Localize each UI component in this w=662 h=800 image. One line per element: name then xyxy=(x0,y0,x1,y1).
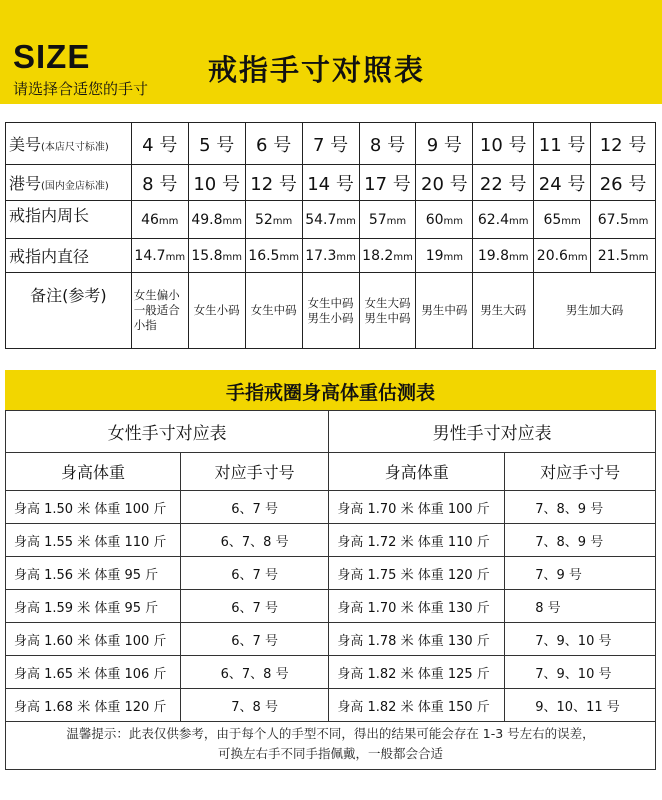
diameter-cell xyxy=(591,239,656,273)
circumference-value: 49.8 xyxy=(191,211,223,228)
hk-size-cell: 22 号 xyxy=(473,165,534,201)
diameter-value: 17.3 xyxy=(305,247,337,264)
diameter-cell xyxy=(473,239,534,273)
unit-label: mm xyxy=(165,251,186,263)
female-size: 6、7 号 xyxy=(180,623,328,656)
circumference-value: 67.5 xyxy=(597,211,629,228)
female-size: 6、7 号 xyxy=(180,491,328,524)
male-height-weight: 身高 1.78 米 体重 130 斤 xyxy=(329,623,505,656)
table-row xyxy=(6,524,656,557)
ring-size-table xyxy=(5,122,656,349)
diameter-value: 14.7 xyxy=(134,247,166,264)
diameter-value: 16.5 xyxy=(248,247,280,264)
unit-label: mm xyxy=(393,251,413,263)
circumference-value: 65 xyxy=(543,211,562,228)
female-size: 6、7、8 号 xyxy=(180,656,328,689)
hk-size-cell: 26 号 xyxy=(591,165,656,201)
male-height-weight: 身高 1.70 米 体重 130 斤 xyxy=(329,590,505,623)
diameter-cell xyxy=(359,239,416,273)
unit-label: mm xyxy=(561,215,581,227)
unit-label: mm xyxy=(336,215,356,227)
male-height-weight: 身高 1.75 米 体重 120 斤 xyxy=(329,557,505,590)
male-col-size: 对应手寸号 xyxy=(505,453,656,491)
circumference-value: 60 xyxy=(425,211,444,228)
male-size: 9、10、11 号 xyxy=(505,689,656,722)
hk-size-cell: 10 号 xyxy=(188,165,245,201)
hk-size-cell: 24 号 xyxy=(534,165,591,201)
diameter-cell xyxy=(416,239,473,273)
column-header-row xyxy=(6,453,656,491)
diameter-value: 19 xyxy=(425,247,444,264)
unit-label: mm xyxy=(272,215,293,227)
circumference-value: 46 xyxy=(141,211,159,228)
male-height-weight: 身高 1.82 米 体重 125 斤 xyxy=(329,656,505,689)
male-size: 7、9、10 号 xyxy=(505,623,656,656)
circumference-label: 戒指内周长 xyxy=(6,201,132,239)
female-height-weight: 身高 1.56 米 体重 95 斤 xyxy=(6,557,181,590)
unit-label: mm xyxy=(336,251,356,263)
us-size-label: 美号 xyxy=(9,135,42,154)
notes-row xyxy=(6,273,656,349)
footnote-line-2: 可换左右手不同手指佩戴，一般都会合适 xyxy=(217,746,443,761)
male-size: 7、8、9 号 xyxy=(505,524,656,557)
hk-size-cell: 8 号 xyxy=(131,165,188,201)
female-size: 6、7 号 xyxy=(180,557,328,590)
female-height-weight: 身高 1.60 米 体重 100 斤 xyxy=(6,623,181,656)
us-size-cell: 4 号 xyxy=(131,123,188,165)
note-cell: 女生大码男生中码 xyxy=(359,273,416,349)
us-size-cell: 8 号 xyxy=(359,123,416,165)
female-height-weight: 身高 1.50 米 体重 100 斤 xyxy=(6,491,181,524)
diameter-cell xyxy=(188,239,245,273)
circumference-row xyxy=(6,201,656,239)
us-size-label-note: (本店尺寸标准) xyxy=(41,142,109,153)
diameter-value: 21.5 xyxy=(597,247,629,264)
unit-label: mm xyxy=(222,215,242,227)
female-size: 6、7 号 xyxy=(180,590,328,623)
estimate-title-bar xyxy=(5,370,656,410)
us-size-cell: 7 号 xyxy=(302,123,359,165)
female-height-weight: 身高 1.55 米 体重 110 斤 xyxy=(6,524,181,557)
circumference-cell xyxy=(416,201,473,239)
us-size-cell: 11 号 xyxy=(534,123,591,165)
unit-label: mm xyxy=(443,215,463,227)
diameter-value: 18.2 xyxy=(362,247,394,264)
male-size: 8 号 xyxy=(505,590,656,623)
unit-label: mm xyxy=(567,251,588,263)
note-cell: 女生小码 xyxy=(188,273,245,349)
hk-size-label-cell xyxy=(6,165,132,201)
hk-size-row xyxy=(6,165,656,201)
circumference-cell xyxy=(131,201,188,239)
male-height-weight: 身高 1.82 米 体重 150 斤 xyxy=(329,689,505,722)
female-height-weight: 身高 1.59 米 体重 95 斤 xyxy=(6,590,181,623)
diameter-value: 19.8 xyxy=(477,247,510,264)
us-size-cell: 9 号 xyxy=(416,123,473,165)
male-size: 7、9、10 号 xyxy=(505,656,656,689)
diameter-value: 15.8 xyxy=(191,247,223,264)
female-size: 7、8 号 xyxy=(180,689,328,722)
female-size: 6、7、8 号 xyxy=(180,524,328,557)
us-size-cell: 10 号 xyxy=(473,123,534,165)
table-row xyxy=(6,623,656,656)
note-cell: 女生中码 xyxy=(245,273,302,349)
circumference-cell xyxy=(534,201,591,239)
unit-label: mm xyxy=(158,215,179,227)
footnote xyxy=(6,724,655,764)
us-size-cell: 5 号 xyxy=(188,123,245,165)
hk-size-cell: 20 号 xyxy=(416,165,473,201)
female-header: 女性手寸对应表 xyxy=(6,411,329,453)
us-size-cell: 12 号 xyxy=(591,123,656,165)
diameter-cell xyxy=(131,239,188,273)
diameter-row xyxy=(6,239,656,273)
us-size-row xyxy=(6,123,656,165)
us-size-label-cell xyxy=(6,123,132,165)
unit-label: mm xyxy=(443,251,463,263)
unit-label: mm xyxy=(279,251,299,263)
male-size: 7、9 号 xyxy=(505,557,656,590)
table-row xyxy=(6,491,656,524)
unit-label: mm xyxy=(386,215,407,227)
male-size: 7、8、9 号 xyxy=(505,491,656,524)
male-height-weight: 身高 1.70 米 体重 100 斤 xyxy=(329,491,505,524)
table-row xyxy=(6,590,656,623)
hk-size-cell: 12 号 xyxy=(245,165,302,201)
note-cell: 男生加大码 xyxy=(534,273,656,349)
table-row xyxy=(6,557,656,590)
circumference-cell xyxy=(473,201,534,239)
diameter-label: 戒指内直径 xyxy=(6,239,132,273)
note-cell: 男生中码 xyxy=(416,273,473,349)
diameter-cell xyxy=(302,239,359,273)
female-col-size: 对应手寸号 xyxy=(180,453,328,491)
notes-label: 备注(参考) xyxy=(6,273,132,349)
circumference-value: 57 xyxy=(368,211,387,228)
unit-label: mm xyxy=(628,251,649,263)
size-title: SIZE xyxy=(13,38,91,75)
note-cell: 男生大码 xyxy=(473,273,534,349)
circumference-cell xyxy=(188,201,245,239)
table-row xyxy=(6,656,656,689)
size-subtitle: 请选择合适您的手寸 xyxy=(13,80,149,98)
unit-label: mm xyxy=(509,251,529,263)
diameter-cell xyxy=(534,239,591,273)
male-col-height-weight: 身高体重 xyxy=(329,453,505,491)
unit-label: mm xyxy=(222,251,242,263)
footnote-line-1: 温馨提示：此表仅供参考，由于每个人的手型不同，得出的结果可能会存在 1-3 号左右的误差， xyxy=(66,726,595,741)
diameter-cell xyxy=(245,239,302,273)
circumference-cell xyxy=(359,201,416,239)
female-height-weight: 身高 1.65 米 体重 106 斤 xyxy=(6,656,181,689)
female-col-height-weight: 身高体重 xyxy=(6,453,181,491)
female-height-weight: 身高 1.68 米 体重 120 斤 xyxy=(6,689,181,722)
hk-size-label-note: (国内金店标准) xyxy=(41,181,109,192)
hk-size-cell: 14 号 xyxy=(302,165,359,201)
header-banner xyxy=(0,0,662,104)
gender-header-row xyxy=(6,411,656,453)
circumference-value: 62.4 xyxy=(477,211,510,228)
unit-label: mm xyxy=(628,215,649,227)
male-height-weight: 身高 1.72 米 体重 110 斤 xyxy=(329,524,505,557)
hk-size-cell: 17 号 xyxy=(359,165,416,201)
page-title: 戒指手寸对照表 xyxy=(208,53,426,87)
unit-label: mm xyxy=(509,215,529,227)
diameter-value: 20.6 xyxy=(536,247,568,264)
male-header: 男性手寸对应表 xyxy=(329,411,656,453)
hk-size-label: 港号 xyxy=(9,174,42,193)
circumference-value: 52 xyxy=(254,211,273,228)
circumference-cell xyxy=(591,201,656,239)
circumference-cell xyxy=(302,201,359,239)
note-cell: 女生中码男生小码 xyxy=(302,273,359,349)
table-row xyxy=(6,689,656,722)
estimate-title: 手指戒圈身高体重估测表 xyxy=(225,382,435,404)
circumference-value: 54.7 xyxy=(305,211,337,228)
note-cell: 女生偏小一般适合小指 xyxy=(131,273,188,349)
circumference-cell xyxy=(245,201,302,239)
us-size-cell: 6 号 xyxy=(245,123,302,165)
height-weight-table xyxy=(5,410,656,722)
